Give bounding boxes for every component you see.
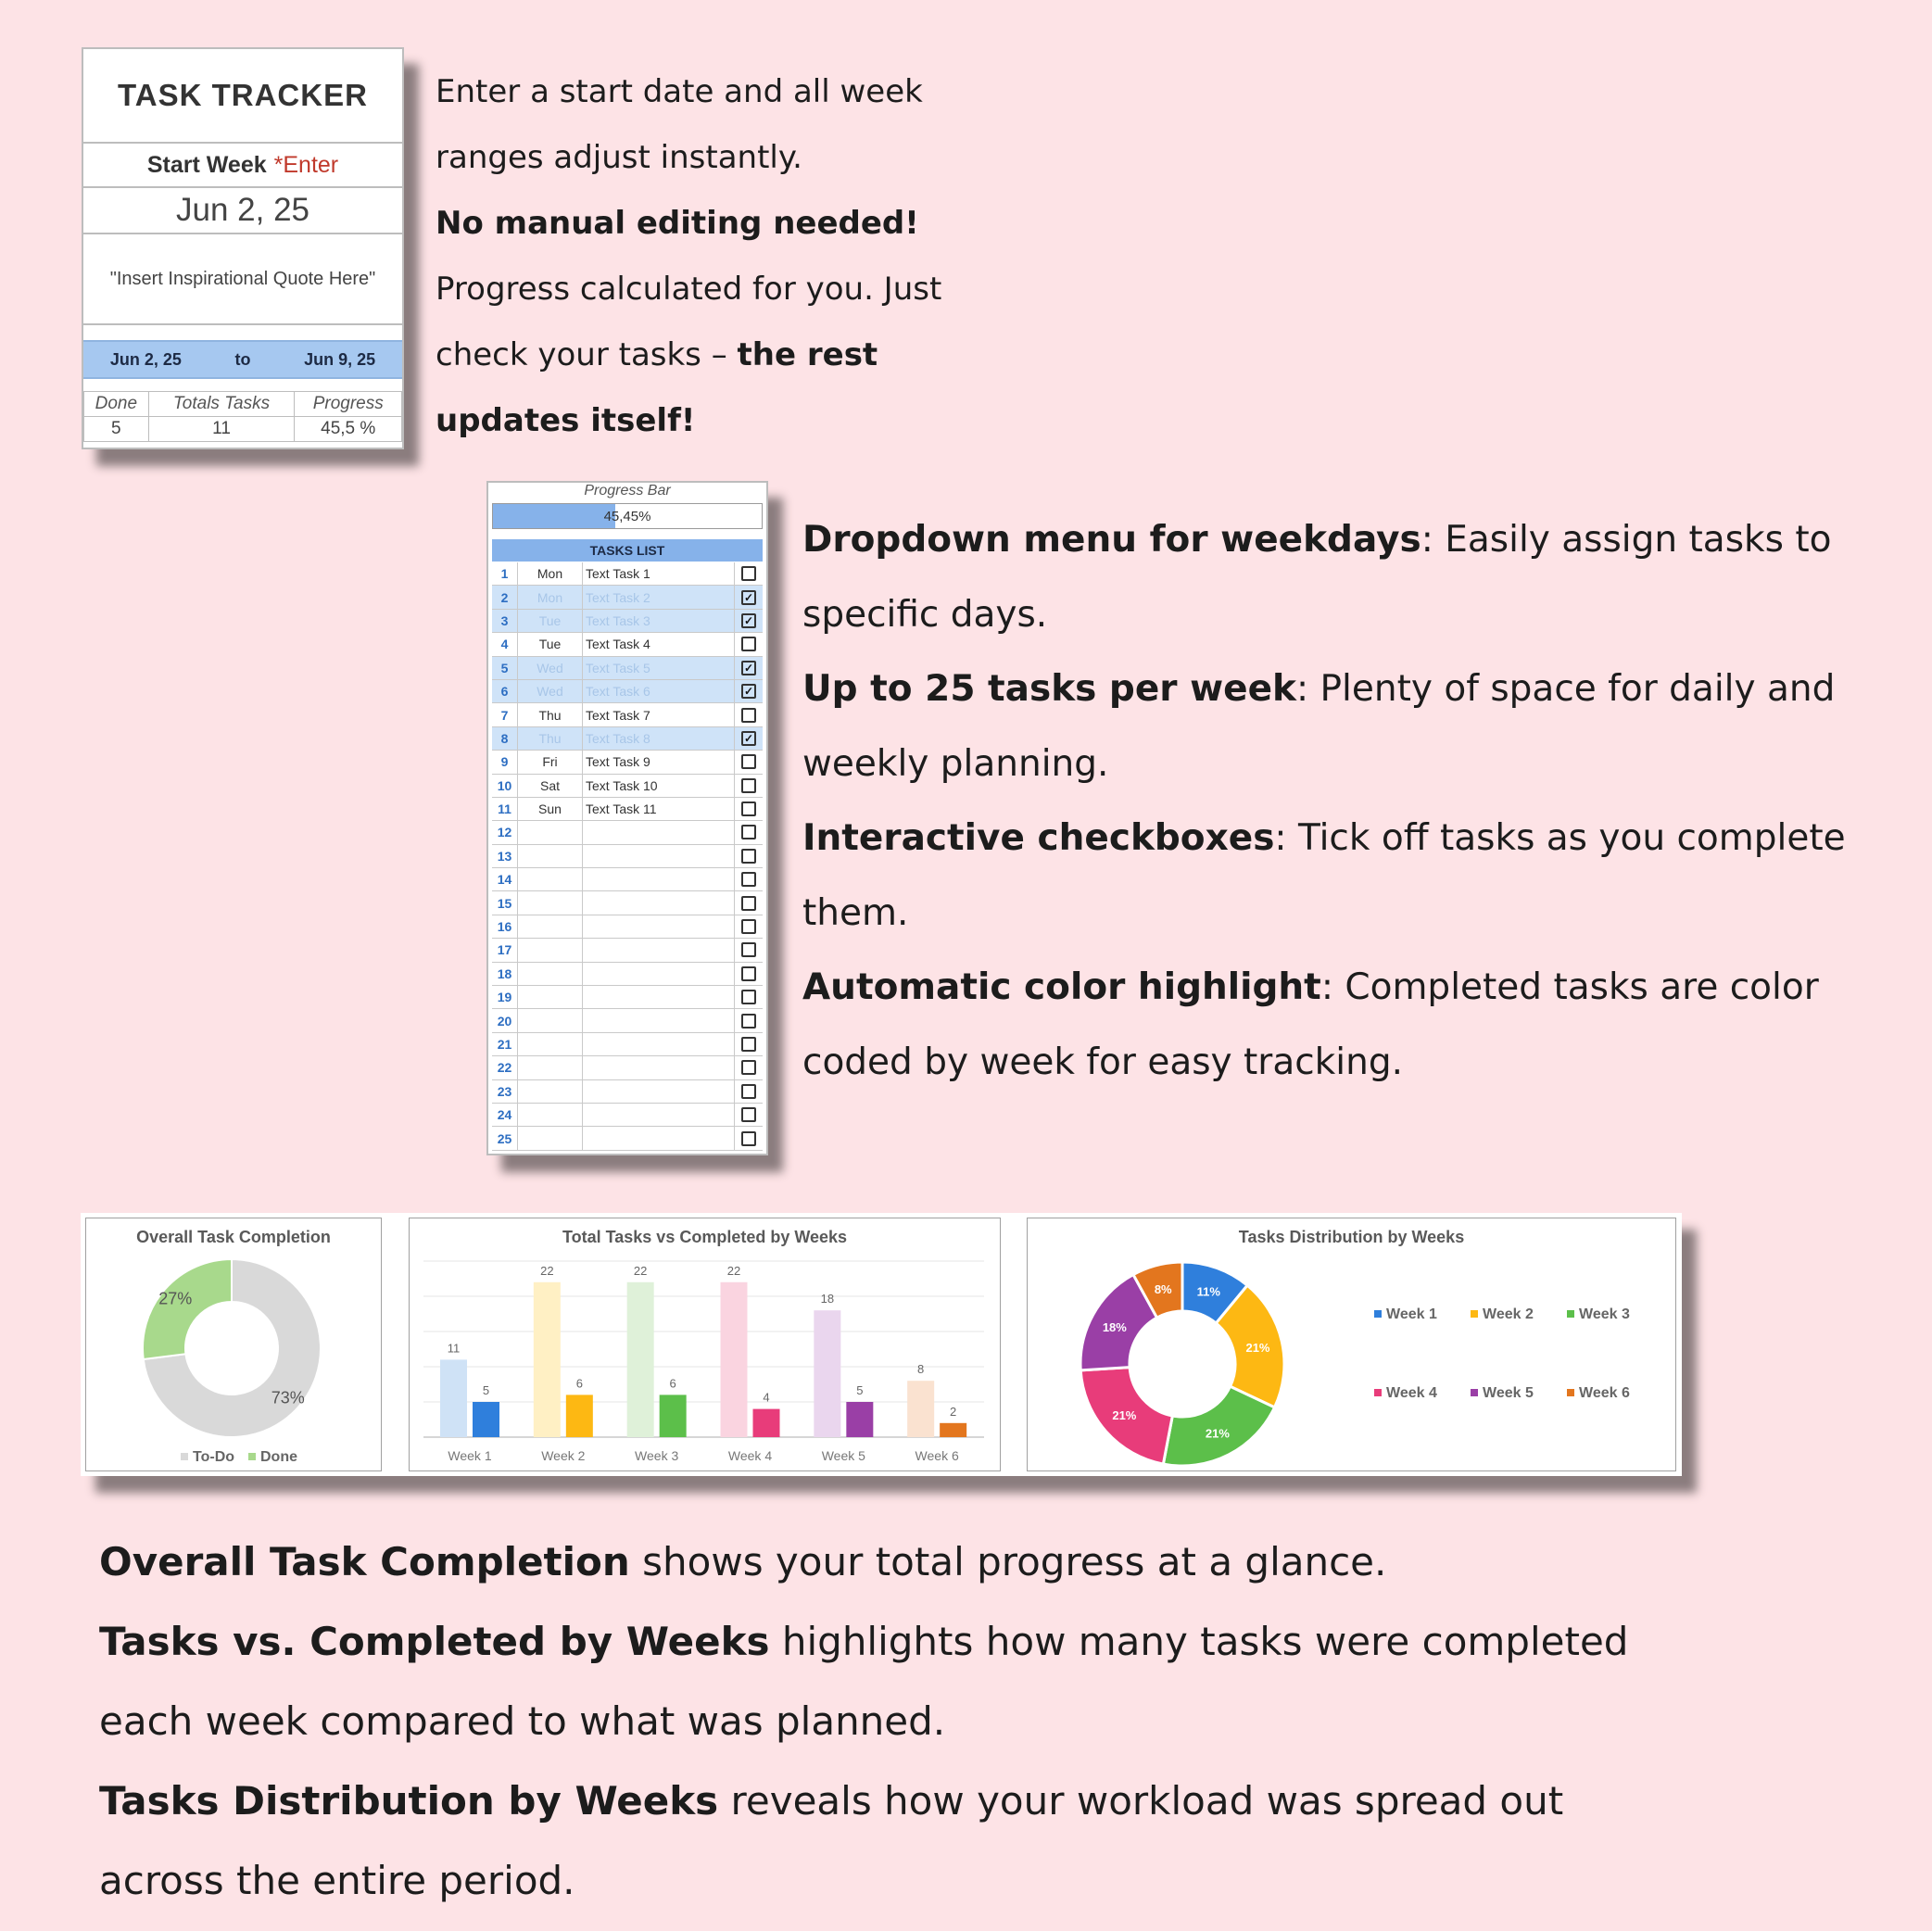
task-name-cell[interactable] [583, 868, 735, 890]
task-checkbox-cell[interactable] [735, 633, 763, 655]
task-number: 16 [492, 915, 518, 938]
task-row [492, 868, 763, 891]
bar-completed [566, 1395, 593, 1437]
summary-3-title: Tasks Distribution by Weeks [99, 1778, 719, 1824]
task-rows [492, 562, 763, 1151]
donut-label: 18% [1102, 1319, 1127, 1334]
task-checkbox[interactable]: ✓ [741, 590, 756, 605]
task-name-cell[interactable]: Text Task 6 [583, 680, 735, 702]
bar-value-label: 18 [820, 1292, 835, 1306]
task-name-cell[interactable] [583, 821, 735, 843]
task-name-cell[interactable] [583, 915, 735, 938]
task-checkbox-cell[interactable] [735, 821, 763, 843]
task-number: 2 [492, 586, 518, 608]
bar-total [440, 1359, 467, 1437]
task-name-cell[interactable]: Text Task 4 [583, 633, 735, 655]
bar-value-label: 6 [575, 1376, 583, 1391]
overall-completion-chart [85, 1218, 382, 1471]
task-number: 6 [492, 680, 518, 702]
task-name-cell[interactable] [583, 1056, 735, 1079]
task-checkbox-cell[interactable] [735, 963, 763, 985]
start-week-row [83, 144, 402, 188]
intro-line-3: No manual editing needed! [436, 205, 919, 242]
progress-bar-text: 45,45% [603, 508, 651, 524]
task-number: 9 [492, 751, 518, 773]
intro-line-6: updates itself! [436, 402, 696, 439]
bar-value-label: 5 [482, 1383, 490, 1397]
task-checkbox-cell[interactable] [735, 798, 763, 820]
weekday-dropdown[interactable] [518, 845, 583, 867]
donut-label: 11% [1196, 1284, 1220, 1299]
task-name-cell[interactable]: Text Task 1 [583, 562, 735, 585]
task-row [492, 586, 763, 609]
legend-swatch [1374, 1310, 1382, 1318]
tasks-distribution-chart [1027, 1218, 1676, 1471]
feature-2-title: Up to 25 tasks per week [802, 668, 1296, 710]
task-number: 14 [492, 868, 518, 890]
task-number: 13 [492, 845, 518, 867]
range-start: Jun 2, 25 [109, 349, 182, 369]
task-row [492, 657, 763, 680]
task-name-cell[interactable]: Text Task 11 [583, 798, 735, 820]
intro-line-4: Progress calculated for you. Just [436, 271, 942, 308]
bar-completed [846, 1402, 873, 1437]
weekday-dropdown[interactable]: Mon [518, 562, 583, 585]
stats-value-done: 5 [84, 417, 149, 442]
task-name-cell[interactable]: Text Task 10 [583, 775, 735, 797]
task-number: 20 [492, 1009, 518, 1031]
task-row [492, 1127, 763, 1150]
stats-header-total: Totals Tasks [148, 392, 295, 417]
task-number: 7 [492, 703, 518, 726]
task-checkbox[interactable] [741, 966, 756, 981]
task-number: 8 [492, 727, 518, 750]
task-checkbox-cell[interactable] [735, 986, 763, 1008]
weekday-dropdown[interactable] [518, 963, 583, 985]
task-row [492, 1056, 763, 1079]
feature-3-title: Interactive checkboxes [802, 817, 1275, 859]
summary-3-text-2: across the entire period. [99, 1858, 575, 1903]
weekday-dropdown[interactable]: Sat [518, 775, 583, 797]
task-row [492, 562, 763, 586]
legend-label: Week 2 [1483, 1306, 1534, 1322]
task-name-cell[interactable] [583, 1009, 735, 1031]
weekday-dropdown[interactable]: Thu [518, 727, 583, 750]
weekday-dropdown[interactable]: Mon [518, 586, 583, 608]
feature-2-text-2: weekly planning. [802, 742, 1109, 785]
task-name-cell[interactable] [583, 963, 735, 985]
feature-3-text: : Tick off tasks as you complete [1274, 817, 1846, 859]
summary-1-text: shows your total progress at a glance. [629, 1539, 1387, 1584]
task-list-panel [486, 481, 768, 1155]
task-checkbox[interactable] [741, 1131, 756, 1146]
task-checkbox[interactable] [741, 942, 756, 957]
weekday-dropdown[interactable]: Fri [518, 751, 583, 773]
task-checkbox-cell[interactable] [735, 1104, 763, 1126]
task-checkbox[interactable] [741, 1014, 756, 1029]
task-row [492, 1104, 763, 1127]
donut-label: 8% [1154, 1282, 1172, 1297]
weekday-dropdown[interactable] [518, 1127, 583, 1149]
weekday-dropdown[interactable]: Tue [518, 633, 583, 655]
x-tick-label: Week 6 [915, 1448, 959, 1463]
x-tick-label: Week 5 [821, 1448, 865, 1463]
tasks-distribution-svg [1028, 1218, 1675, 1470]
legend-swatch [181, 1453, 188, 1460]
chart-title: Tasks Distribution by Weeks [1238, 1228, 1465, 1246]
start-week-label: Start Week [146, 151, 267, 178]
task-row [492, 891, 763, 915]
task-number: 10 [492, 775, 518, 797]
summary-text [99, 1522, 1860, 1921]
task-checkbox[interactable] [741, 801, 756, 816]
task-row [492, 727, 763, 751]
feature-1-text-2: specific days. [802, 593, 1048, 636]
feature-3-text-2: them. [802, 891, 909, 934]
task-checkbox-cell[interactable] [735, 680, 763, 702]
task-checkbox-cell[interactable] [735, 703, 763, 726]
task-number: 15 [492, 891, 518, 914]
tasks-list-header: TASKS LIST [492, 539, 763, 562]
donut-label: 21% [1205, 1426, 1230, 1441]
donut-label: 73% [271, 1388, 305, 1407]
task-number: 24 [492, 1104, 518, 1126]
x-tick-label: Week 4 [727, 1448, 773, 1463]
weekday-dropdown[interactable] [518, 1033, 583, 1055]
intro-line-2: ranges adjust instantly. [436, 139, 802, 176]
bar-total [721, 1282, 748, 1437]
task-checkbox-cell[interactable] [735, 775, 763, 797]
summary-2-text: highlights how many tasks were completed [769, 1619, 1629, 1664]
stats-header-done: Done [84, 392, 149, 417]
intro-text [436, 59, 1029, 454]
task-checkbox-cell[interactable] [735, 1080, 763, 1103]
task-checkbox[interactable]: ✓ [741, 613, 756, 628]
task-row [492, 751, 763, 774]
summary-1-title: Overall Task Completion [99, 1539, 630, 1584]
task-checkbox[interactable] [741, 1037, 756, 1052]
legend-swatch [1471, 1310, 1478, 1318]
task-number: 22 [492, 1056, 518, 1079]
task-number: 23 [492, 1080, 518, 1103]
task-number: 19 [492, 986, 518, 1008]
task-checkbox-cell[interactable] [735, 891, 763, 914]
task-number: 3 [492, 610, 518, 632]
task-name-cell[interactable]: Text Task 7 [583, 703, 735, 726]
task-checkbox[interactable] [741, 754, 756, 769]
bar-value-label: 22 [726, 1263, 741, 1278]
task-checkbox-cell[interactable] [735, 610, 763, 632]
stats-table [83, 391, 402, 442]
bar-total [534, 1282, 561, 1437]
weekday-dropdown[interactable] [518, 1009, 583, 1031]
task-name-cell[interactable] [583, 1080, 735, 1103]
task-checkbox[interactable] [741, 990, 756, 1004]
task-row [492, 610, 763, 633]
task-checkbox-cell[interactable] [735, 751, 763, 773]
task-number: 4 [492, 633, 518, 655]
task-checkbox-cell[interactable] [735, 1033, 763, 1055]
task-row [492, 915, 763, 939]
task-row [492, 680, 763, 703]
task-checkbox[interactable] [741, 872, 756, 887]
task-checkbox[interactable] [741, 1107, 756, 1122]
feature-4-text: : Completed tasks are color [1320, 966, 1819, 1008]
feature-1-title: Dropdown menu for weekdays [802, 519, 1421, 561]
stats-value-progress: 45,5 % [295, 417, 402, 442]
task-checkbox-cell[interactable] [735, 657, 763, 679]
bar-value-label: 5 [856, 1383, 864, 1397]
task-number: 21 [492, 1033, 518, 1055]
task-checkbox[interactable] [741, 778, 756, 793]
task-row [492, 1080, 763, 1104]
weekday-dropdown[interactable] [518, 1080, 583, 1103]
legend-label: Week 6 [1579, 1385, 1630, 1401]
task-number: 1 [492, 562, 518, 585]
weekday-dropdown[interactable] [518, 939, 583, 961]
task-number: 12 [492, 821, 518, 843]
task-name-cell[interactable]: Text Task 3 [583, 610, 735, 632]
chart-title: Overall Task Completion [136, 1228, 331, 1246]
weekday-dropdown[interactable] [518, 891, 583, 914]
task-checkbox[interactable] [741, 637, 756, 651]
task-name-cell[interactable]: Text Task 5 [583, 657, 735, 679]
bar-completed [940, 1423, 966, 1437]
feature-4-title: Automatic color highlight [802, 966, 1321, 1008]
legend-label: Done [260, 1449, 297, 1465]
task-checkbox[interactable]: ✓ [741, 661, 756, 675]
charts-strip [81, 1213, 1682, 1476]
legend-swatch [1471, 1389, 1478, 1396]
legend-label: Week 1 [1386, 1306, 1437, 1322]
bar-completed [660, 1395, 687, 1437]
donut-label: 27% [158, 1289, 193, 1308]
legend-swatch [1567, 1389, 1574, 1396]
intro-line-5-bold: the rest [737, 336, 878, 373]
task-name-cell[interactable]: Text Task 8 [583, 727, 735, 750]
bar-value-label: 6 [669, 1376, 676, 1391]
bar-value-label: 22 [633, 1263, 648, 1278]
task-row [492, 1033, 763, 1056]
tasks-vs-completed-chart [409, 1218, 1001, 1471]
intro-line-1: Enter a start date and all week [436, 73, 923, 110]
task-name-cell[interactable] [583, 1104, 735, 1126]
bar-completed [753, 1409, 780, 1437]
task-checkbox-cell[interactable] [735, 586, 763, 608]
task-checkbox-cell[interactable] [735, 939, 763, 961]
task-checkbox-cell[interactable] [735, 1009, 763, 1031]
task-number: 25 [492, 1127, 518, 1149]
task-name-cell[interactable]: Text Task 2 [583, 586, 735, 608]
task-checkbox-cell[interactable] [735, 915, 763, 938]
quote-cell[interactable]: "Insert Inspirational Quote Here" [83, 234, 402, 325]
task-row [492, 703, 763, 726]
intro-line-5: check your tasks – [436, 336, 738, 373]
weekday-dropdown[interactable] [518, 1056, 583, 1079]
weekday-dropdown[interactable] [518, 986, 583, 1008]
progress-bar [492, 503, 763, 529]
weekday-dropdown[interactable] [518, 821, 583, 843]
task-checkbox[interactable] [741, 1060, 756, 1075]
task-checkbox[interactable] [741, 919, 756, 934]
tasks-vs-completed-svg [410, 1218, 1000, 1470]
task-number: 5 [492, 657, 518, 679]
task-checkbox-cell[interactable] [735, 845, 763, 867]
stats-header-progress: Progress [295, 392, 402, 417]
bar-value-label: 4 [763, 1390, 770, 1405]
tracker-title: TASK TRACKER [83, 49, 402, 144]
range-end: Jun 9, 25 [304, 349, 376, 369]
range-to: to [234, 349, 251, 369]
task-name-cell[interactable] [583, 1033, 735, 1055]
task-checkbox[interactable] [741, 566, 756, 581]
weekday-dropdown[interactable] [518, 1104, 583, 1126]
task-name-cell[interactable] [583, 939, 735, 961]
legend-label: Week 3 [1579, 1306, 1630, 1322]
task-checkbox[interactable]: ✓ [741, 684, 756, 699]
task-row [492, 845, 763, 868]
task-checkbox-cell[interactable] [735, 562, 763, 585]
donut-slice-done [143, 1259, 232, 1359]
features-text [802, 503, 1914, 1100]
bar-value-label: 22 [540, 1263, 554, 1278]
legend-swatch [1567, 1310, 1574, 1318]
bar-total [627, 1282, 654, 1437]
bar-completed [473, 1402, 499, 1437]
task-number: 11 [492, 798, 518, 820]
stats-value-total: 11 [148, 417, 295, 442]
task-checkbox[interactable]: ✓ [741, 731, 756, 746]
task-checkbox-cell[interactable] [735, 868, 763, 890]
start-date-input[interactable]: Jun 2, 25 [83, 188, 402, 234]
x-tick-label: Week 2 [541, 1448, 586, 1463]
task-row [492, 798, 763, 821]
task-checkbox-cell[interactable] [735, 1127, 763, 1149]
task-row [492, 633, 763, 656]
tracker-card [82, 47, 404, 449]
weekday-dropdown[interactable] [518, 915, 583, 938]
progress-bar-label: Progress Bar [584, 483, 671, 499]
task-name-cell[interactable]: Text Task 9 [583, 751, 735, 773]
task-row [492, 1009, 763, 1032]
chart-title: Total Tasks vs Completed by Weeks [562, 1228, 848, 1246]
task-row [492, 775, 763, 798]
feature-1-text: : Easily assign tasks to [1421, 519, 1832, 561]
weekday-dropdown[interactable]: Sun [518, 798, 583, 820]
x-tick-label: Week 1 [448, 1448, 492, 1463]
feature-4-text-2: coded by week for easy tracking. [802, 1041, 1403, 1083]
task-checkbox[interactable] [741, 896, 756, 911]
donut-label: 21% [1245, 1340, 1270, 1355]
bar-value-label: 2 [950, 1404, 957, 1419]
bar-value-label: 11 [447, 1341, 461, 1356]
task-row [492, 939, 763, 962]
task-checkbox-cell[interactable] [735, 727, 763, 750]
weekday-dropdown[interactable]: Wed [518, 657, 583, 679]
task-row [492, 821, 763, 844]
bar-value-label: 8 [917, 1362, 925, 1377]
task-name-cell[interactable] [583, 845, 735, 867]
weekday-dropdown[interactable]: Tue [518, 610, 583, 632]
start-week-required: *Enter [273, 151, 339, 178]
task-checkbox[interactable] [741, 1084, 756, 1099]
feature-2-text: : Plenty of space for daily and [1295, 668, 1836, 710]
task-name-cell[interactable] [583, 986, 735, 1008]
week-range [83, 340, 402, 379]
task-number: 17 [492, 939, 518, 961]
weekday-dropdown[interactable]: Wed [518, 680, 583, 702]
summary-2-title: Tasks vs. Completed by Weeks [99, 1619, 770, 1664]
task-checkbox[interactable] [741, 825, 756, 839]
task-name-cell[interactable] [583, 1127, 735, 1149]
weekday-dropdown[interactable] [518, 868, 583, 890]
task-checkbox[interactable] [741, 849, 756, 864]
legend-label: Week 5 [1483, 1385, 1534, 1401]
weekday-dropdown[interactable]: Thu [518, 703, 583, 726]
legend-label: Week 4 [1386, 1385, 1437, 1401]
summary-3-text: reveals how your workload was spread out [718, 1778, 1564, 1824]
overall-completion-svg [86, 1218, 381, 1470]
task-row [492, 986, 763, 1009]
x-tick-label: Week 3 [635, 1448, 679, 1463]
summary-2-text-2: each week compared to what was planned. [99, 1698, 946, 1744]
donut-label: 21% [1112, 1408, 1137, 1423]
legend-label: To-Do [193, 1449, 235, 1465]
bar-total [814, 1310, 840, 1437]
task-checkbox[interactable] [741, 708, 756, 723]
task-name-cell[interactable] [583, 891, 735, 914]
task-checkbox-cell[interactable] [735, 1056, 763, 1079]
legend-swatch [1374, 1389, 1382, 1396]
legend-swatch [248, 1453, 256, 1460]
bar-total [907, 1381, 934, 1437]
task-number: 18 [492, 963, 518, 985]
task-row [492, 963, 763, 986]
